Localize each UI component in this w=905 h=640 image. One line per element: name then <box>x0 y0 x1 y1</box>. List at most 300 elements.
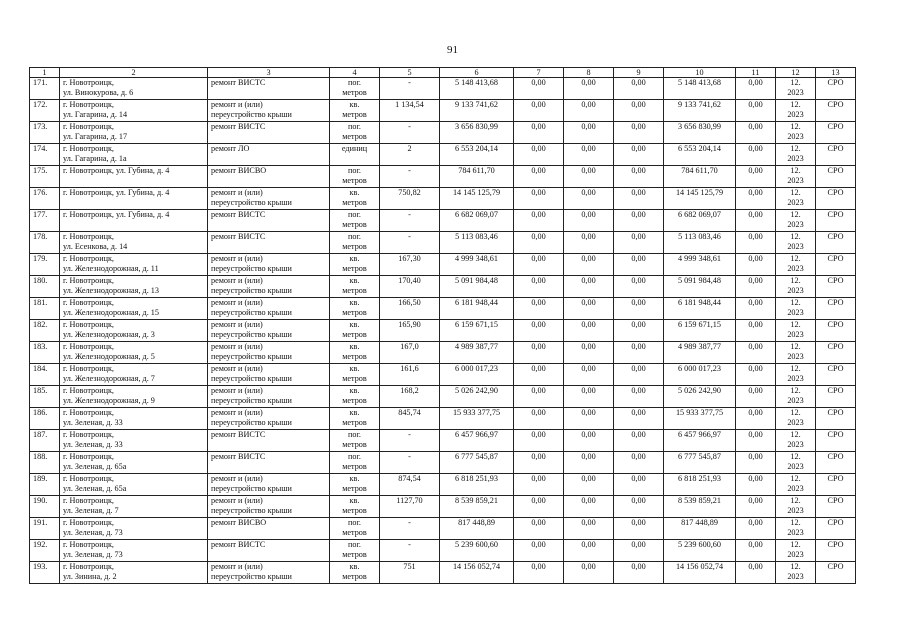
volume-cell: - <box>380 210 440 232</box>
column-header: 13 <box>816 68 856 78</box>
address-cell: г. Новотроицк, ул. Зеленая, д. 65а <box>60 474 208 496</box>
volume-cell: 168,2 <box>380 386 440 408</box>
volume-cell: 2 <box>380 144 440 166</box>
total-cost-cell: 14 156 052,74 <box>440 562 514 584</box>
deadline-cell: 12. 2023 <box>776 122 816 144</box>
col9-value-cell: 0,00 <box>614 386 664 408</box>
column-header: 11 <box>736 68 776 78</box>
table-row <box>30 364 856 386</box>
volume-cell: 1127,70 <box>380 496 440 518</box>
col11-value-cell: 0,00 <box>736 518 776 540</box>
work-type-cell: ремонт и (или) переустройство крыши <box>208 496 330 518</box>
total-cost-cell: 3 656 830,99 <box>440 122 514 144</box>
work-type-cell: ремонт ВИСТС <box>208 78 330 100</box>
col8-value-cell: 0,00 <box>564 430 614 452</box>
unit-cell: кв. метров <box>330 276 380 298</box>
method-cell: СРО <box>816 166 856 188</box>
col8-value-cell: 0,00 <box>564 232 614 254</box>
col11-value-cell: 0,00 <box>736 276 776 298</box>
col7-value-cell: 0,00 <box>514 232 564 254</box>
volume-cell: 167,30 <box>380 254 440 276</box>
row-number-cell: 180. <box>30 276 60 298</box>
total-cost-cell: 5 113 083,46 <box>440 232 514 254</box>
col8-value-cell: 0,00 <box>564 78 614 100</box>
table-row <box>30 518 856 540</box>
work-type-cell: ремонт ВИСТС <box>208 430 330 452</box>
deadline-cell: 12. 2023 <box>776 276 816 298</box>
method-cell: СРО <box>816 100 856 122</box>
work-type-cell: ремонт ВИСВО <box>208 166 330 188</box>
work-type-cell: ремонт ВИСТС <box>208 540 330 562</box>
col7-value-cell: 0,00 <box>514 408 564 430</box>
column-header: 12 <box>776 68 816 78</box>
col7-value-cell: 0,00 <box>514 430 564 452</box>
work-type-cell: ремонт ВИСТС <box>208 210 330 232</box>
volume-cell: - <box>380 452 440 474</box>
col8-value-cell: 0,00 <box>564 166 614 188</box>
row-number-cell: 189. <box>30 474 60 496</box>
col7-value-cell: 0,00 <box>514 342 564 364</box>
column-header: 6 <box>440 68 514 78</box>
col7-value-cell: 0,00 <box>514 496 564 518</box>
volume-cell: 170,40 <box>380 276 440 298</box>
col11-value-cell: 0,00 <box>736 188 776 210</box>
col7-value-cell: 0,00 <box>514 452 564 474</box>
address-cell: г. Новотроицк, ул. Железнодорожная, д. 5 <box>60 342 208 364</box>
col9-value-cell: 0,00 <box>614 188 664 210</box>
work-type-cell: ремонт и (или) переустройство крыши <box>208 188 330 210</box>
unit-cell: пог. метров <box>330 452 380 474</box>
volume-cell: 166,50 <box>380 298 440 320</box>
col11-value-cell: 0,00 <box>736 100 776 122</box>
total-cost-cell: 5 239 600,60 <box>440 540 514 562</box>
address-cell: г. Новотроицк, ул. Железнодорожная, д. 11 <box>60 254 208 276</box>
deadline-cell: 12. 2023 <box>776 386 816 408</box>
col8-value-cell: 0,00 <box>564 342 614 364</box>
deadline-cell: 12. 2023 <box>776 100 816 122</box>
work-type-cell: ремонт и (или) переустройство крыши <box>208 386 330 408</box>
unit-cell: кв. метров <box>330 298 380 320</box>
col11-value-cell: 0,00 <box>736 144 776 166</box>
col7-value-cell: 0,00 <box>514 386 564 408</box>
col9-value-cell: 0,00 <box>614 408 664 430</box>
address-cell: г. Новотроицк, ул. Губина, д. 4 <box>60 166 208 188</box>
total-cost-cell: 817 448,89 <box>440 518 514 540</box>
total-cost-cell: 6 553 204,14 <box>440 144 514 166</box>
row-number-cell: 178. <box>30 232 60 254</box>
col11-value-cell: 0,00 <box>736 540 776 562</box>
row-number-cell: 184. <box>30 364 60 386</box>
col7-value-cell: 0,00 <box>514 298 564 320</box>
col11-value-cell: 0,00 <box>736 474 776 496</box>
col11-value-cell: 0,00 <box>736 562 776 584</box>
col7-value-cell: 0,00 <box>514 474 564 496</box>
address-cell: г. Новотроицк, ул. Винокурова, д. 6 <box>60 78 208 100</box>
method-cell: СРО <box>816 210 856 232</box>
volume-cell: 1 134,54 <box>380 100 440 122</box>
fund-cost-cell: 5 091 984,48 <box>664 276 736 298</box>
col11-value-cell: 0,00 <box>736 254 776 276</box>
col11-value-cell: 0,00 <box>736 430 776 452</box>
volume-cell: 750,82 <box>380 188 440 210</box>
deadline-cell: 12. 2023 <box>776 188 816 210</box>
address-cell: г. Новотроицк, ул. Зеленая, д. 73 <box>60 540 208 562</box>
column-header: 10 <box>664 68 736 78</box>
total-cost-cell: 8 539 859,21 <box>440 496 514 518</box>
col11-value-cell: 0,00 <box>736 122 776 144</box>
volume-cell: - <box>380 518 440 540</box>
col11-value-cell: 0,00 <box>736 78 776 100</box>
table-row <box>30 166 856 188</box>
total-cost-cell: 5 026 242,90 <box>440 386 514 408</box>
total-cost-cell: 6 777 545,87 <box>440 452 514 474</box>
row-number-cell: 188. <box>30 452 60 474</box>
method-cell: СРО <box>816 78 856 100</box>
address-cell: г. Новотроицк, ул. Зеленая, д. 33 <box>60 408 208 430</box>
volume-cell: 165,90 <box>380 320 440 342</box>
address-cell: г. Новотроицк, ул. Губина, д. 4 <box>60 188 208 210</box>
method-cell: СРО <box>816 386 856 408</box>
row-number-cell: 190. <box>30 496 60 518</box>
deadline-cell: 12. 2023 <box>776 78 816 100</box>
col11-value-cell: 0,00 <box>736 452 776 474</box>
col11-value-cell: 0,00 <box>736 320 776 342</box>
method-cell: СРО <box>816 364 856 386</box>
unit-cell: кв. метров <box>330 408 380 430</box>
work-type-cell: ремонт и (или) переустройство крыши <box>208 474 330 496</box>
col9-value-cell: 0,00 <box>614 166 664 188</box>
table-row <box>30 232 856 254</box>
volume-cell: 751 <box>380 562 440 584</box>
unit-cell: пог. метров <box>330 166 380 188</box>
address-cell: г. Новотроицк, ул. Гагарина, д. 17 <box>60 122 208 144</box>
address-cell: г. Новотроицк, ул. Железнодорожная, д. 7 <box>60 364 208 386</box>
col9-value-cell: 0,00 <box>614 342 664 364</box>
volume-cell: - <box>380 232 440 254</box>
col8-value-cell: 0,00 <box>564 210 614 232</box>
work-type-cell: ремонт и (или) переустройство крыши <box>208 408 330 430</box>
work-type-cell: ремонт ВИСВО <box>208 518 330 540</box>
fund-cost-cell: 5 239 600,60 <box>664 540 736 562</box>
address-cell: г. Новотроицк, ул. Железнодорожная, д. 13 <box>60 276 208 298</box>
col7-value-cell: 0,00 <box>514 144 564 166</box>
col7-value-cell: 0,00 <box>514 100 564 122</box>
address-cell: г. Новотроицк, ул. Железнодорожная, д. 3 <box>60 320 208 342</box>
unit-cell: пог. метров <box>330 78 380 100</box>
fund-cost-cell: 5 113 083,46 <box>664 232 736 254</box>
fund-cost-cell: 3 656 830,99 <box>664 122 736 144</box>
col8-value-cell: 0,00 <box>564 320 614 342</box>
col9-value-cell: 0,00 <box>614 430 664 452</box>
col9-value-cell: 0,00 <box>614 122 664 144</box>
work-type-cell: ремонт и (или) переустройство крыши <box>208 320 330 342</box>
fund-cost-cell: 6 682 069,07 <box>664 210 736 232</box>
deadline-cell: 12. 2023 <box>776 496 816 518</box>
col8-value-cell: 0,00 <box>564 188 614 210</box>
col7-value-cell: 0,00 <box>514 254 564 276</box>
work-type-cell: ремонт и (или) переустройство крыши <box>208 562 330 584</box>
total-cost-cell: 14 145 125,79 <box>440 188 514 210</box>
col8-value-cell: 0,00 <box>564 386 614 408</box>
column-header: 1 <box>30 68 60 78</box>
column-header: 8 <box>564 68 614 78</box>
deadline-cell: 12. 2023 <box>776 540 816 562</box>
address-cell: г. Новотроицк, ул. Есенкова, д. 14 <box>60 232 208 254</box>
col8-value-cell: 0,00 <box>564 496 614 518</box>
col8-value-cell: 0,00 <box>564 364 614 386</box>
fund-cost-cell: 6 818 251,93 <box>664 474 736 496</box>
address-cell: г. Новотроицк, ул. Зеленая, д. 7 <box>60 496 208 518</box>
row-number-cell: 171. <box>30 78 60 100</box>
col9-value-cell: 0,00 <box>614 232 664 254</box>
volume-cell: 845,74 <box>380 408 440 430</box>
col7-value-cell: 0,00 <box>514 166 564 188</box>
col11-value-cell: 0,00 <box>736 298 776 320</box>
deadline-cell: 12. 2023 <box>776 210 816 232</box>
address-cell: г. Новотроицк, ул. Зеленая, д. 73 <box>60 518 208 540</box>
method-cell: СРО <box>816 540 856 562</box>
unit-cell: кв. метров <box>330 496 380 518</box>
row-number-cell: 173. <box>30 122 60 144</box>
col7-value-cell: 0,00 <box>514 518 564 540</box>
register-table <box>29 67 856 584</box>
method-cell: СРО <box>816 276 856 298</box>
total-cost-cell: 5 091 984,48 <box>440 276 514 298</box>
header-row <box>30 68 856 78</box>
table-row <box>30 254 856 276</box>
fund-cost-cell: 5 148 413,68 <box>664 78 736 100</box>
unit-cell: кв. метров <box>330 364 380 386</box>
table-row <box>30 276 856 298</box>
total-cost-cell: 6 818 251,93 <box>440 474 514 496</box>
fund-cost-cell: 817 448,89 <box>664 518 736 540</box>
fund-cost-cell: 6 457 966,97 <box>664 430 736 452</box>
col11-value-cell: 0,00 <box>736 496 776 518</box>
unit-cell: кв. метров <box>330 100 380 122</box>
address-cell: г. Новотроицк, ул. Зинина, д. 2 <box>60 562 208 584</box>
address-cell: г. Новотроицк, ул. Губина, д. 4 <box>60 210 208 232</box>
row-number-cell: 193. <box>30 562 60 584</box>
row-number-cell: 172. <box>30 100 60 122</box>
table-row <box>30 144 856 166</box>
method-cell: СРО <box>816 232 856 254</box>
unit-cell: пог. метров <box>330 232 380 254</box>
unit-cell: кв. метров <box>330 188 380 210</box>
col9-value-cell: 0,00 <box>614 562 664 584</box>
unit-cell: кв. метров <box>330 386 380 408</box>
table-row <box>30 430 856 452</box>
volume-cell: - <box>380 540 440 562</box>
deadline-cell: 12. 2023 <box>776 298 816 320</box>
col8-value-cell: 0,00 <box>564 518 614 540</box>
deadline-cell: 12. 2023 <box>776 166 816 188</box>
col7-value-cell: 0,00 <box>514 210 564 232</box>
table-row <box>30 188 856 210</box>
volume-cell: - <box>380 166 440 188</box>
total-cost-cell: 6 181 948,44 <box>440 298 514 320</box>
unit-cell: пог. метров <box>330 518 380 540</box>
fund-cost-cell: 9 133 741,62 <box>664 100 736 122</box>
method-cell: СРО <box>816 518 856 540</box>
fund-cost-cell: 14 145 125,79 <box>664 188 736 210</box>
col7-value-cell: 0,00 <box>514 320 564 342</box>
total-cost-cell: 9 133 741,62 <box>440 100 514 122</box>
table-row <box>30 342 856 364</box>
row-number-cell: 177. <box>30 210 60 232</box>
work-type-cell: ремонт и (или) переустройство крыши <box>208 298 330 320</box>
total-cost-cell: 15 933 377,75 <box>440 408 514 430</box>
row-number-cell: 181. <box>30 298 60 320</box>
deadline-cell: 12. 2023 <box>776 254 816 276</box>
address-cell: г. Новотроицк, ул. Гагарина, д. 1а <box>60 144 208 166</box>
deadline-cell: 12. 2023 <box>776 342 816 364</box>
method-cell: СРО <box>816 254 856 276</box>
fund-cost-cell: 6 553 204,14 <box>664 144 736 166</box>
table-row <box>30 100 856 122</box>
table-row <box>30 298 856 320</box>
deadline-cell: 12. 2023 <box>776 430 816 452</box>
method-cell: СРО <box>816 562 856 584</box>
table-row <box>30 540 856 562</box>
unit-cell: кв. метров <box>330 562 380 584</box>
col8-value-cell: 0,00 <box>564 100 614 122</box>
fund-cost-cell: 6 777 545,87 <box>664 452 736 474</box>
col11-value-cell: 0,00 <box>736 232 776 254</box>
col8-value-cell: 0,00 <box>564 474 614 496</box>
work-type-cell: ремонт и (или) переустройство крыши <box>208 254 330 276</box>
fund-cost-cell: 784 611,70 <box>664 166 736 188</box>
volume-cell: 874,54 <box>380 474 440 496</box>
deadline-cell: 12. 2023 <box>776 452 816 474</box>
table-row <box>30 386 856 408</box>
address-cell: г. Новотроицк, ул. Железнодорожная, д. 9 <box>60 386 208 408</box>
col11-value-cell: 0,00 <box>736 386 776 408</box>
unit-cell: единиц <box>330 144 380 166</box>
volume-cell: 161,6 <box>380 364 440 386</box>
col9-value-cell: 0,00 <box>614 78 664 100</box>
method-cell: СРО <box>816 496 856 518</box>
deadline-cell: 12. 2023 <box>776 562 816 584</box>
col8-value-cell: 0,00 <box>564 254 614 276</box>
unit-cell: пог. метров <box>330 540 380 562</box>
row-number-cell: 183. <box>30 342 60 364</box>
total-cost-cell: 4 999 348,61 <box>440 254 514 276</box>
fund-cost-cell: 6 181 948,44 <box>664 298 736 320</box>
col9-value-cell: 0,00 <box>614 474 664 496</box>
col8-value-cell: 0,00 <box>564 452 614 474</box>
col11-value-cell: 0,00 <box>736 210 776 232</box>
col9-value-cell: 0,00 <box>614 100 664 122</box>
col11-value-cell: 0,00 <box>736 364 776 386</box>
row-number-cell: 174. <box>30 144 60 166</box>
work-type-cell: ремонт ЛО <box>208 144 330 166</box>
row-number-cell: 191. <box>30 518 60 540</box>
deadline-cell: 12. 2023 <box>776 474 816 496</box>
address-cell: г. Новотроицк, ул. Железнодорожная, д. 15 <box>60 298 208 320</box>
unit-cell: кв. метров <box>330 254 380 276</box>
col9-value-cell: 0,00 <box>614 496 664 518</box>
address-cell: г. Новотроицк, ул. Гагарина, д. 14 <box>60 100 208 122</box>
total-cost-cell: 6 159 671,15 <box>440 320 514 342</box>
work-type-cell: ремонт и (или) переустройство крыши <box>208 276 330 298</box>
row-number-cell: 182. <box>30 320 60 342</box>
total-cost-cell: 5 148 413,68 <box>440 78 514 100</box>
col7-value-cell: 0,00 <box>514 562 564 584</box>
deadline-cell: 12. 2023 <box>776 364 816 386</box>
col7-value-cell: 0,00 <box>514 188 564 210</box>
table-row <box>30 210 856 232</box>
total-cost-cell: 4 989 387,77 <box>440 342 514 364</box>
method-cell: СРО <box>816 144 856 166</box>
col9-value-cell: 0,00 <box>614 144 664 166</box>
unit-cell: пог. метров <box>330 122 380 144</box>
method-cell: СРО <box>816 320 856 342</box>
col9-value-cell: 0,00 <box>614 254 664 276</box>
table-row <box>30 408 856 430</box>
fund-cost-cell: 6 159 671,15 <box>664 320 736 342</box>
col7-value-cell: 0,00 <box>514 276 564 298</box>
work-type-cell: ремонт и (или) переустройство крыши <box>208 364 330 386</box>
deadline-cell: 12. 2023 <box>776 518 816 540</box>
row-number-cell: 186. <box>30 408 60 430</box>
total-cost-cell: 6 457 966,97 <box>440 430 514 452</box>
deadline-cell: 12. 2023 <box>776 232 816 254</box>
address-cell: г. Новотроицк, ул. Зеленая, д. 65а <box>60 452 208 474</box>
column-header: 3 <box>208 68 330 78</box>
method-cell: СРО <box>816 430 856 452</box>
col8-value-cell: 0,00 <box>564 144 614 166</box>
total-cost-cell: 6 000 017,23 <box>440 364 514 386</box>
fund-cost-cell: 6 000 017,23 <box>664 364 736 386</box>
column-header: 7 <box>514 68 564 78</box>
col7-value-cell: 0,00 <box>514 78 564 100</box>
fund-cost-cell: 15 933 377,75 <box>664 408 736 430</box>
col7-value-cell: 0,00 <box>514 122 564 144</box>
col7-value-cell: 0,00 <box>514 364 564 386</box>
unit-cell: кв. метров <box>330 474 380 496</box>
deadline-cell: 12. 2023 <box>776 144 816 166</box>
deadline-cell: 12. 2023 <box>776 408 816 430</box>
method-cell: СРО <box>816 408 856 430</box>
col9-value-cell: 0,00 <box>614 364 664 386</box>
col9-value-cell: 0,00 <box>614 320 664 342</box>
col9-value-cell: 0,00 <box>614 298 664 320</box>
col9-value-cell: 0,00 <box>614 540 664 562</box>
table-row <box>30 452 856 474</box>
row-number-cell: 192. <box>30 540 60 562</box>
method-cell: СРО <box>816 342 856 364</box>
col9-value-cell: 0,00 <box>614 452 664 474</box>
col11-value-cell: 0,00 <box>736 166 776 188</box>
address-cell: г. Новотроицк, ул. Зеленая, д. 33 <box>60 430 208 452</box>
table-row <box>30 78 856 100</box>
method-cell: СРО <box>816 298 856 320</box>
col8-value-cell: 0,00 <box>564 298 614 320</box>
total-cost-cell: 784 611,70 <box>440 166 514 188</box>
method-cell: СРО <box>816 122 856 144</box>
method-cell: СРО <box>816 474 856 496</box>
work-type-cell: ремонт ВИСТС <box>208 122 330 144</box>
fund-cost-cell: 4 989 387,77 <box>664 342 736 364</box>
column-header: 4 <box>330 68 380 78</box>
column-header: 2 <box>60 68 208 78</box>
fund-cost-cell: 4 999 348,61 <box>664 254 736 276</box>
row-number-cell: 187. <box>30 430 60 452</box>
table-body <box>30 68 856 584</box>
fund-cost-cell: 14 156 052,74 <box>664 562 736 584</box>
table-row <box>30 320 856 342</box>
col8-value-cell: 0,00 <box>564 408 614 430</box>
